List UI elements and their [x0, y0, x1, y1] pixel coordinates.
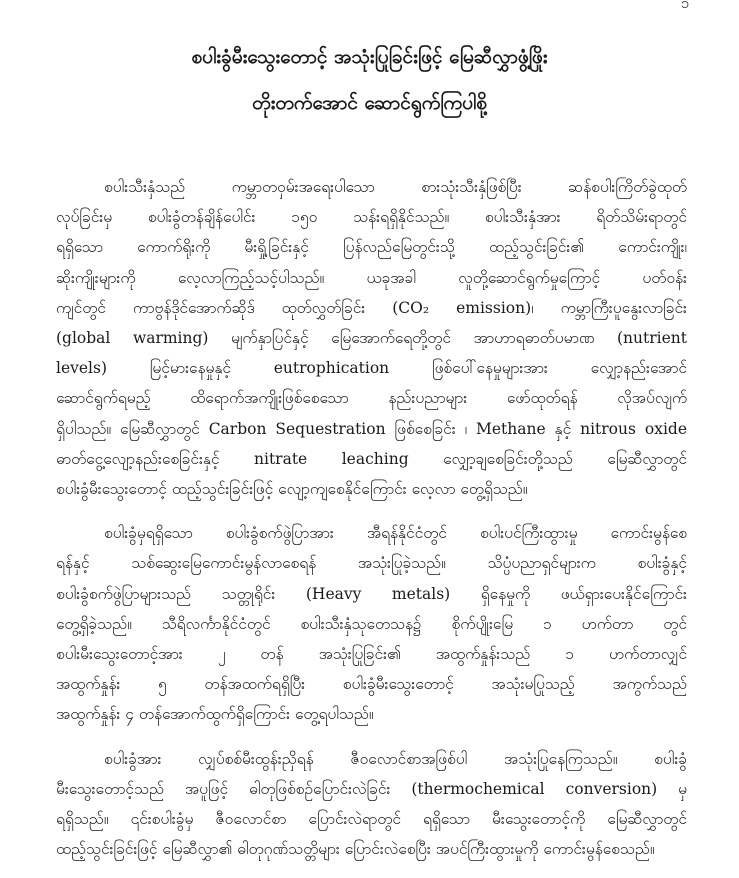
- document-title: [0, 34, 739, 126]
- document-body: [56, 172, 687, 878]
- page-number: ၁: [680, 0, 689, 12]
- paragraph-line: levels) မြင့်မားနေမှုနှင့် eutrophication ဖြစ်ပေါ်နေမှုများအား လျှော့နည်းအောင်: [56, 359, 687, 378]
- paragraph-line: စပါးမီးသွေးတောင့်အား ၂ တန် အသုံးပြုခြင်း၏ အထွက်နှုန်းသည် ၁ ဟက်တာလျှင်: [56, 645, 687, 664]
- paragraph-line: တွေ့ရှိခဲ့သည်။ သီရိလင်္ကာနိုင်ငံတွင် စပါးသီးနှံသုတေသန၌ စိုက်ပျိုးမြေ ၁ ဟက်တာ တွင်: [56, 614, 687, 633]
- paragraph-line: ထည့်သွင်းခြင်းဖြင့် မြေဆီလွှာ၏ ဓါတုဂုဏ်သတ္တိများ ပြောင်းလဲစေပြီး အပင်ကြီးထွားမှုကို ကောင်းမွန်စေသည်။: [56, 840, 655, 859]
- title-line-1: စပါးခွံမီးသွေးတောင့် အသုံးပြုခြင်းဖြင့် မြေဆီလွှာဖွံ့ဖြိုး: [191, 46, 548, 68]
- paragraph-line: ရှိပါသည်။ မြေဆီလွှာတွင် Carbon Sequestration ဖြစ်စေခြင်း ၊ Methane နှင့် nitrous oxide: [56, 419, 687, 438]
- paragraph-line: ဓာတ်ငွေ့လျော့နည်းစေခြင်းနှင့် nitrate leaching လျှော့ချစေခြင်းတို့သည် မြေဆီလွှာတွင်: [56, 449, 687, 468]
- paragraph-line: အထွက်နှုန်း ၅ တန်အထက်ရရှိပြီး စပါးခွံမီးသွေးတောင့် အသုံးမပြုသည့် အကွက်သည်: [56, 675, 687, 694]
- paragraph-line: ဆောင်ရွက်ရမည့် ထိရောက်အကျိုးဖြစ်စေသော နည်းပညာများ ဖော်ထုတ်ရန် လိုအပ်လျက်: [56, 389, 687, 408]
- paragraph-line: မီးသွေးတောင့်သည် အပူဖြင့် ဓါတုဖြစ်စဉ်ပြောင်းလဲခြင်း (thermochemical conversion) မှ: [56, 779, 687, 798]
- paragraph-1: [56, 172, 687, 504]
- paragraph-line: (global warming) မျက်နှာပြင်နှင့် မြေအောက်ရေတို့တွင် အာဟာရဓာတ်ပမာဏ (nutrient: [56, 329, 687, 348]
- paragraph-line: စပါးခွံမီးသွေးတောင့် ထည့်သွင်းခြင်းဖြင့် လျော့ကျစေနိုင်ကြောင်း လေ့လာ တွေ့ရှိသည်။: [56, 480, 528, 499]
- paragraph-line: ကျင်တွင် ကာဗွန်ဒိုင်အောက်ဆိုဒ် ထုတ်လွှတ်ခြင်း (CO₂ emission)၊ ကမ္ဘာကြီးပူနွေးလာခြင်း: [56, 298, 687, 317]
- paragraph-line: စပါးသီးနှံသည် ကမ္ဘာတဝှမ်းအရေးပါသော စားသုံးသီးနှံဖြစ်ပြီး ဆန်စပါးကြိတ်ခွဲထုတ်: [104, 178, 687, 196]
- paragraph-line: ရရှိသည်။ ၎င်းစပါးခွံမှ ဇီဝလောင်စာ ပြောင်းလဲရာတွင် ရရှိသော မီးသွေးတောင့်ကို မြေဆီလွှာတွင်: [56, 810, 687, 829]
- paragraph-line: စပါးခွံမှရရှိသော စပါးခွံစက်ဖွဲပြာအား အီရန်နိုင်ငံတွင် စပါးပင်ကြီးထွားမှု ကောင်းမွန်စေ: [104, 524, 687, 543]
- paragraph-3: [56, 744, 687, 865]
- title-line-2: တိုးတက်အောင် ဆောင်ရွက်ကြပါစို့: [252, 92, 487, 114]
- paragraph-line: ရရှိသော ကောက်ရိုးကို မီးရှို့ခြင်းနှင့် ပြန်လည်မြေတွင်းသို့ ထည့်သွင်းခြင်း၏ ကောင်းကျိုး၊: [56, 238, 687, 257]
- paragraph-2: [56, 518, 687, 729]
- paragraph-line: စပါးခွံအား လျှပ်စစ်မီးထွန်းညှိရန် ဇီဝလောင်စာအဖြစ်ပါ အသုံးပြုနေကြသည်။ စပါးခွံ: [104, 749, 687, 768]
- paragraph-line: ရန်နှင့် သစ်ဆွေးမြေကောင်းမွန်လာစေရန် အသုံးပြုခဲ့သည်။ သိပ္ပံပညာရှင်များက စပါးခွံနှင့်: [56, 554, 687, 573]
- paragraph-line: စပါးခွံစက်ဖွဲပြာများသည် သတ္တုရိုင်း (Heavy metals) ရှိနေမှုကို ဖယ်ရှားပေးနိုင်ကြောင်း: [56, 584, 687, 603]
- paragraph-line: ဆိုးကျိုးများကို လေ့လာကြည့်သင့်ပါသည်။ ယခုအခါ လူတို့ဆောင်ရွက်မှုကြောင့် ပတ်ဝန်း: [56, 268, 687, 287]
- paragraph-line: အထွက်နှုန်း ၄ တန်အောက်ထွက်ရှိကြောင်း တွေ့ရပါသည်။: [56, 705, 374, 724]
- paragraph-line: လုပ်ခြင်းမှ စပါးခွံတန်ချိန်ပေါင်း ၁၅၀ သန်းရရှိနိုင်သည်။ စပါးသီးနှံအား ရိတ်သိမ်းရာတွင်: [56, 208, 687, 227]
